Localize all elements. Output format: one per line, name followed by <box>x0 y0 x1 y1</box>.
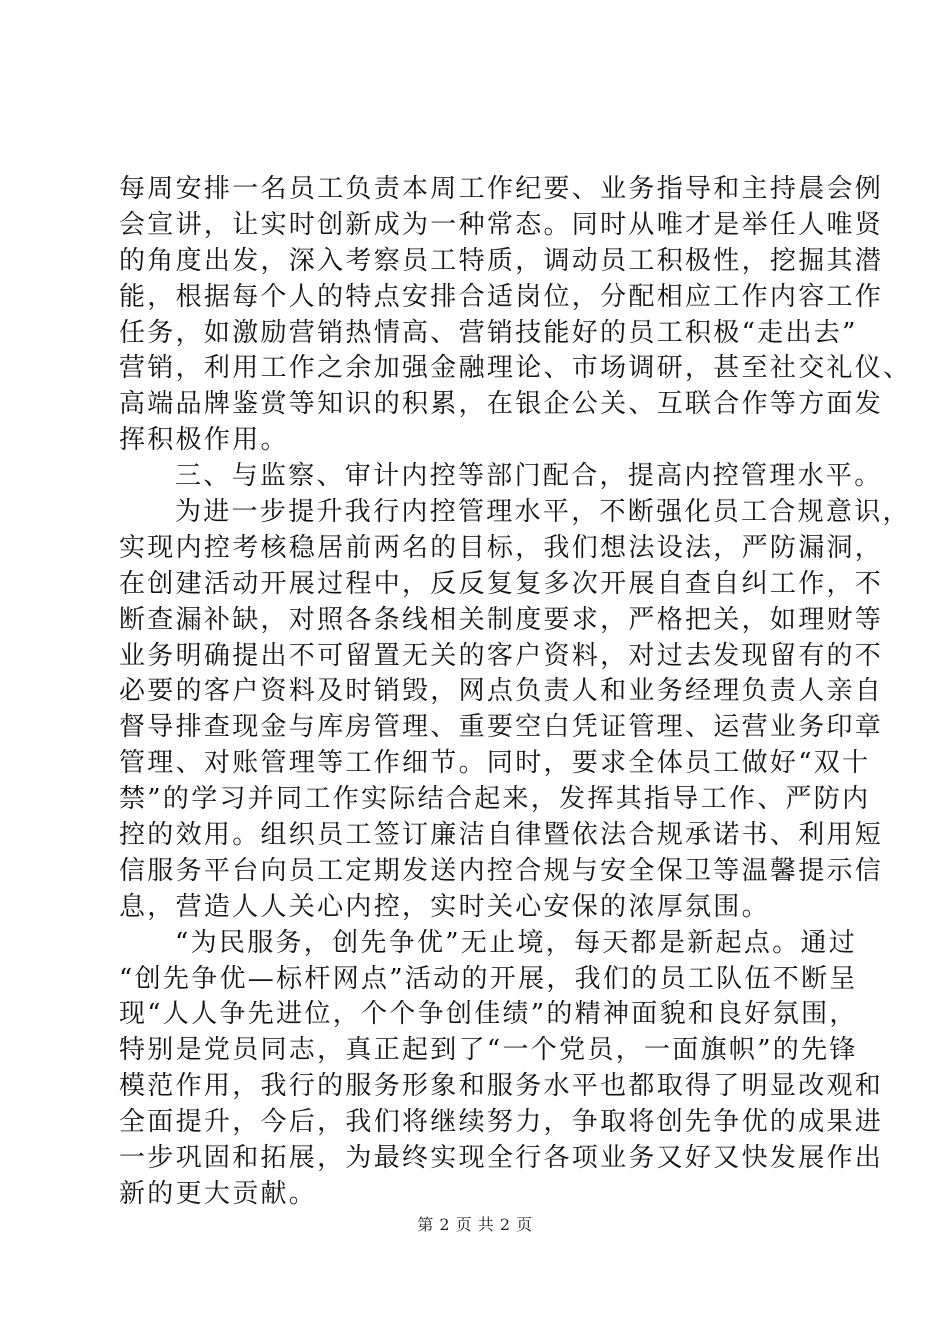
paragraph <box>119 459 883 495</box>
text-line: 督导排查现金与库房管理、重要空白凭证管理、运营业务印章 <box>119 712 884 743</box>
text-line: 信服务平台向员工定期发送内控合规与安全保卫等温馨提示信 <box>119 855 884 886</box>
text-line: 实现内控考核稳居前两名的目标，我们想法设法，严防漏洞， <box>119 532 884 563</box>
text-line: 任务，如激励营销热情高、营销技能好的员工积极“走出去” <box>119 317 858 348</box>
text-line: 现“人人争先进位，个个争创佳绩”的精神面貌和良好氛围， <box>119 999 858 1030</box>
text-line: 营销，利用工作之余加强金融理论、市场调研，甚至社交礼仪、 <box>119 353 912 384</box>
text-line: 管理、对账管理等工作细节。同时，要求全体员工做好“双十 <box>119 748 871 779</box>
text-line: 禁”的学习并同工作实际结合起来，发挥其指导工作、严防内 <box>119 784 871 815</box>
text-line: 息，营造人人关心内控，实时关心安保的浓厚氛围。 <box>119 891 770 922</box>
text-line: 特别是党员同志，真正起到了“一个党员，一面旗帜”的先锋 <box>119 1035 858 1066</box>
text-line: 在创建活动开展过程中，反反复复多次开展自查自纠工作，不 <box>119 568 884 599</box>
text-line: 控的效用。组织员工签订廉洁自律暨依法合规承诺书、利用短 <box>119 820 884 851</box>
text-line: 能，根据每个人的特点安排合适岗位，分配相应工作内容工作 <box>119 281 884 312</box>
text-line: 断查漏补缺，对照各条线相关制度要求，严格把关，如理财等 <box>119 604 884 635</box>
text-line: 全面提升，今后，我们将继续努力，争取将创先争优的成果进 <box>119 1107 884 1138</box>
text-line: 三、与监察、审计内控等部门配合，提高内控管理水平。 <box>175 461 883 492</box>
text-line: 会宣讲，让实时创新成为一种常态。同时从唯才是举任人唯贤 <box>119 209 884 240</box>
text-line: 高端品牌鉴赏等知识的积累，在银企公关、互联合作等方面发 <box>119 389 884 420</box>
paragraph <box>119 495 911 926</box>
text-line: 模范作用，我行的服务形象和服务水平也都取得了明显改观和 <box>119 1071 884 1102</box>
text-line: 挥积极作用。 <box>119 425 289 456</box>
text-line: 的角度出发，深入考察员工特质，调动员工积极性，挖掘其潜 <box>119 245 884 276</box>
text-line: 业务明确提出不可留置无关的客户资料，对过去发现留有的不 <box>119 640 884 671</box>
text-line: “创先争优—标杆网点”活动的开展，我们的员工队伍不断呈 <box>119 963 858 994</box>
text-line: 为进一步提升我行内控管理水平，不断强化员工合规意识， <box>175 497 911 528</box>
text-line: 必要的客户资料及时销毁，网点负责人和业务经理负责人亲自 <box>119 676 884 707</box>
text-line: “为民服务，创先争优”无止境，每天都是新起点。通过 <box>175 927 858 958</box>
paragraph <box>119 926 884 1213</box>
paragraph <box>119 172 912 459</box>
text-line: 一步巩固和拓展，为最终实现全行各项业务又好又快发展作出 <box>119 1143 884 1174</box>
page-footer: 第 2 页 共 2 页 <box>417 1215 533 1234</box>
text-line: 每周安排一名员工负责本周工作纪要、业务指导和主持晨会例 <box>119 174 884 204</box>
body-text <box>119 172 912 1213</box>
text-line: 新的更大贡献。 <box>119 1178 318 1209</box>
